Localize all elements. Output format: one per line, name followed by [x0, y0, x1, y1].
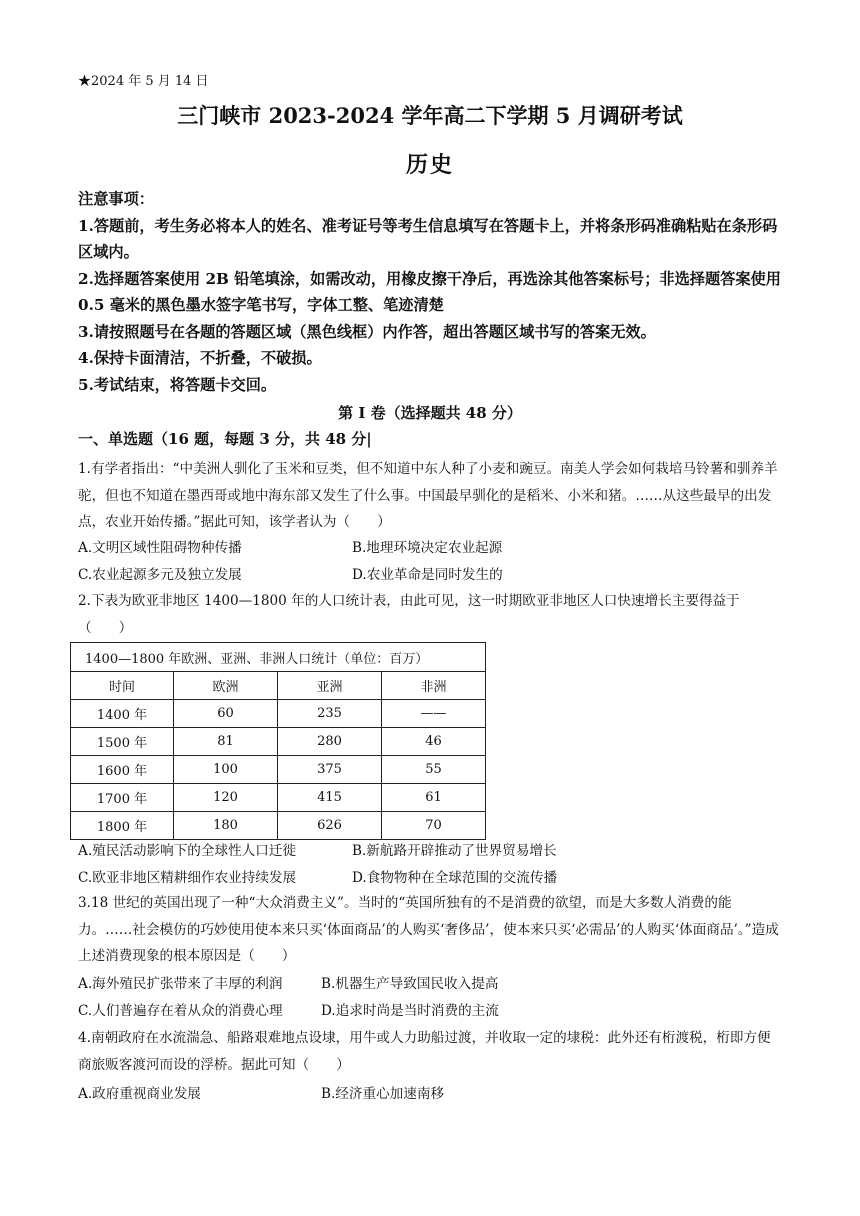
- option-a: A.政府重视商业发展: [78, 1086, 201, 1102]
- part-title: 一、单选题（16 题，每题 3 分，共 48 分|: [78, 430, 372, 448]
- option-a: A.殖民活动影响下的全球性人口迁徙: [78, 843, 297, 859]
- table-cell: 70: [382, 812, 486, 840]
- option-b: B.机器生产导致国民收入提高: [321, 976, 499, 992]
- notes-block: [78, 186, 784, 398]
- option-d: D.食物物种在全球范围的交流传播: [352, 869, 558, 886]
- option-a: A.海外殖民扩张带来了丰厚的利润: [78, 976, 283, 992]
- table-cell: 415: [278, 784, 382, 812]
- question-stem: 3.18 世纪的英国出现了一种“大众消费主义”。当时的“英国所独有的不是消费的欲望，而是大多数人消费的能力。……社会模仿的巧妙使用使本来只买‘体面商品’的人购买‘奢侈品’，使本来只买‘必需品’的人购买‘体面商品’。”造成上述消费现象的根本原因是（ ）: [78, 895, 779, 964]
- option-c: C.人们普遍存在着从众的消费心理: [78, 1002, 283, 1019]
- table-header: 非洲: [382, 672, 486, 700]
- note-item: 2.选择题答案使用 2B 铅笔填涂，如需改动，用橡皮擦干净后，再选涂其他答案标号；非选择题答案使用 0.5 毫米的黑色墨水签字笔书写，字体工整、笔迹清楚: [78, 269, 781, 314]
- question-stem: 2.下表为欧亚非地区 1400—1800 年的人口统计表，由此可见，这一时期欧亚非地区人口快速增长主要得益于（ ）: [78, 593, 740, 636]
- notes-heading: 注意事项：: [78, 190, 154, 208]
- option-d: D.追求时尚是当时消费的主流: [321, 1002, 499, 1019]
- question-3: [78, 890, 784, 970]
- table-header-row: [71, 672, 486, 700]
- table-cell: 81: [174, 728, 278, 756]
- table-row: [71, 728, 486, 756]
- question-2-options: [78, 838, 784, 891]
- exam-subject: 历史: [405, 152, 454, 178]
- table-row: [71, 756, 486, 784]
- table-cell: ——: [382, 700, 486, 728]
- option-a: A.文明区域性阻碍物种传播: [78, 540, 242, 556]
- question-4-options: [78, 1081, 784, 1108]
- table-cell: 61: [382, 784, 486, 812]
- note-item: 4.保持卡面清洁，不折叠，不破损。: [78, 349, 322, 367]
- question-4: [78, 1025, 784, 1078]
- option-b: B.经济重心加速南移: [321, 1086, 445, 1102]
- exam-date: ★2024 年 5 月 14 日: [78, 74, 209, 89]
- option-b: B.地理环境决定农业起源: [352, 540, 503, 556]
- table-cell: 1500 年: [71, 728, 174, 756]
- table-cell: 1700 年: [71, 784, 174, 812]
- question-2: [78, 588, 784, 641]
- table-row: [71, 700, 486, 728]
- table-caption: 1400—1800 年欧洲、亚洲、非洲人口统计（单位：百万）: [71, 643, 486, 672]
- table-cell: 626: [278, 812, 382, 840]
- population-table: [70, 642, 486, 840]
- table-header: 时间: [71, 672, 174, 700]
- option-b: B.新航路开辟推动了世界贸易增长: [352, 843, 557, 859]
- question-stem: 4.南朝政府在水流湍急、船路艰难地点设埭，用牛或人力助船过渡，并收取一定的埭税：此外还有桁渡税，桁即方便商旅贩客渡河而设的浮桥。据此可知（ ）: [78, 1030, 771, 1073]
- table-cell: 46: [382, 728, 486, 756]
- note-item: 3.请按照题号在各题的答题区域（黑色线框）内作答，超出答题区域书写的答案无效。: [78, 322, 656, 341]
- table-cell: 235: [278, 700, 382, 728]
- table-header: 亚洲: [278, 672, 382, 700]
- table-cell: 60: [174, 700, 278, 728]
- option-c: C.农业起源多元及独立发展: [78, 566, 242, 583]
- table-cell: 1600 年: [71, 756, 174, 784]
- section-title: 第 I 卷（选择题共 48 分）: [338, 404, 522, 422]
- table-row: [71, 784, 486, 812]
- table-cell: 1400 年: [71, 700, 174, 728]
- table-cell: 375: [278, 756, 382, 784]
- option-c: C.欧亚非地区精耕细作农业持续发展: [78, 869, 297, 886]
- table-row: [71, 812, 486, 840]
- table-cell: 280: [278, 728, 382, 756]
- option-d: D.农业革命是同时发生的: [352, 566, 503, 583]
- question-3-options: [78, 971, 784, 1024]
- table-caption-row: [71, 643, 486, 672]
- question-1: [78, 456, 784, 536]
- table-cell: 120: [174, 784, 278, 812]
- table-cell: 180: [174, 812, 278, 840]
- note-item: 1.答题前，考生务必将本人的姓名、准考证号等考生信息填写在答题卡上，并将条形码准确粘贴在条形码区域内。: [78, 216, 778, 261]
- question-1-options: [78, 535, 784, 588]
- exam-title: 三门峡市 2023-2024 学年高二下学期 5 月调研考试: [177, 103, 683, 128]
- table-header: 欧洲: [174, 672, 278, 700]
- question-stem: 1.有学者指出：“中美洲人驯化了玉米和豆类，但不知道中东人种了小麦和豌豆。南美人学会如何栽培马铃薯和驯养羊驼，但也不知道在墨西哥或地中海东部又发生了什么事。中国最早驯化的是稻米、小米和猪。……从这些最早的出发点，农业开始传播。”据此可知，该学者认为（ ）: [78, 461, 778, 530]
- note-item: 5.考试结束，将答题卡交回。: [78, 375, 277, 394]
- table-cell: 100: [174, 756, 278, 784]
- table-cell: 55: [382, 756, 486, 784]
- table-cell: 1800 年: [71, 812, 174, 840]
